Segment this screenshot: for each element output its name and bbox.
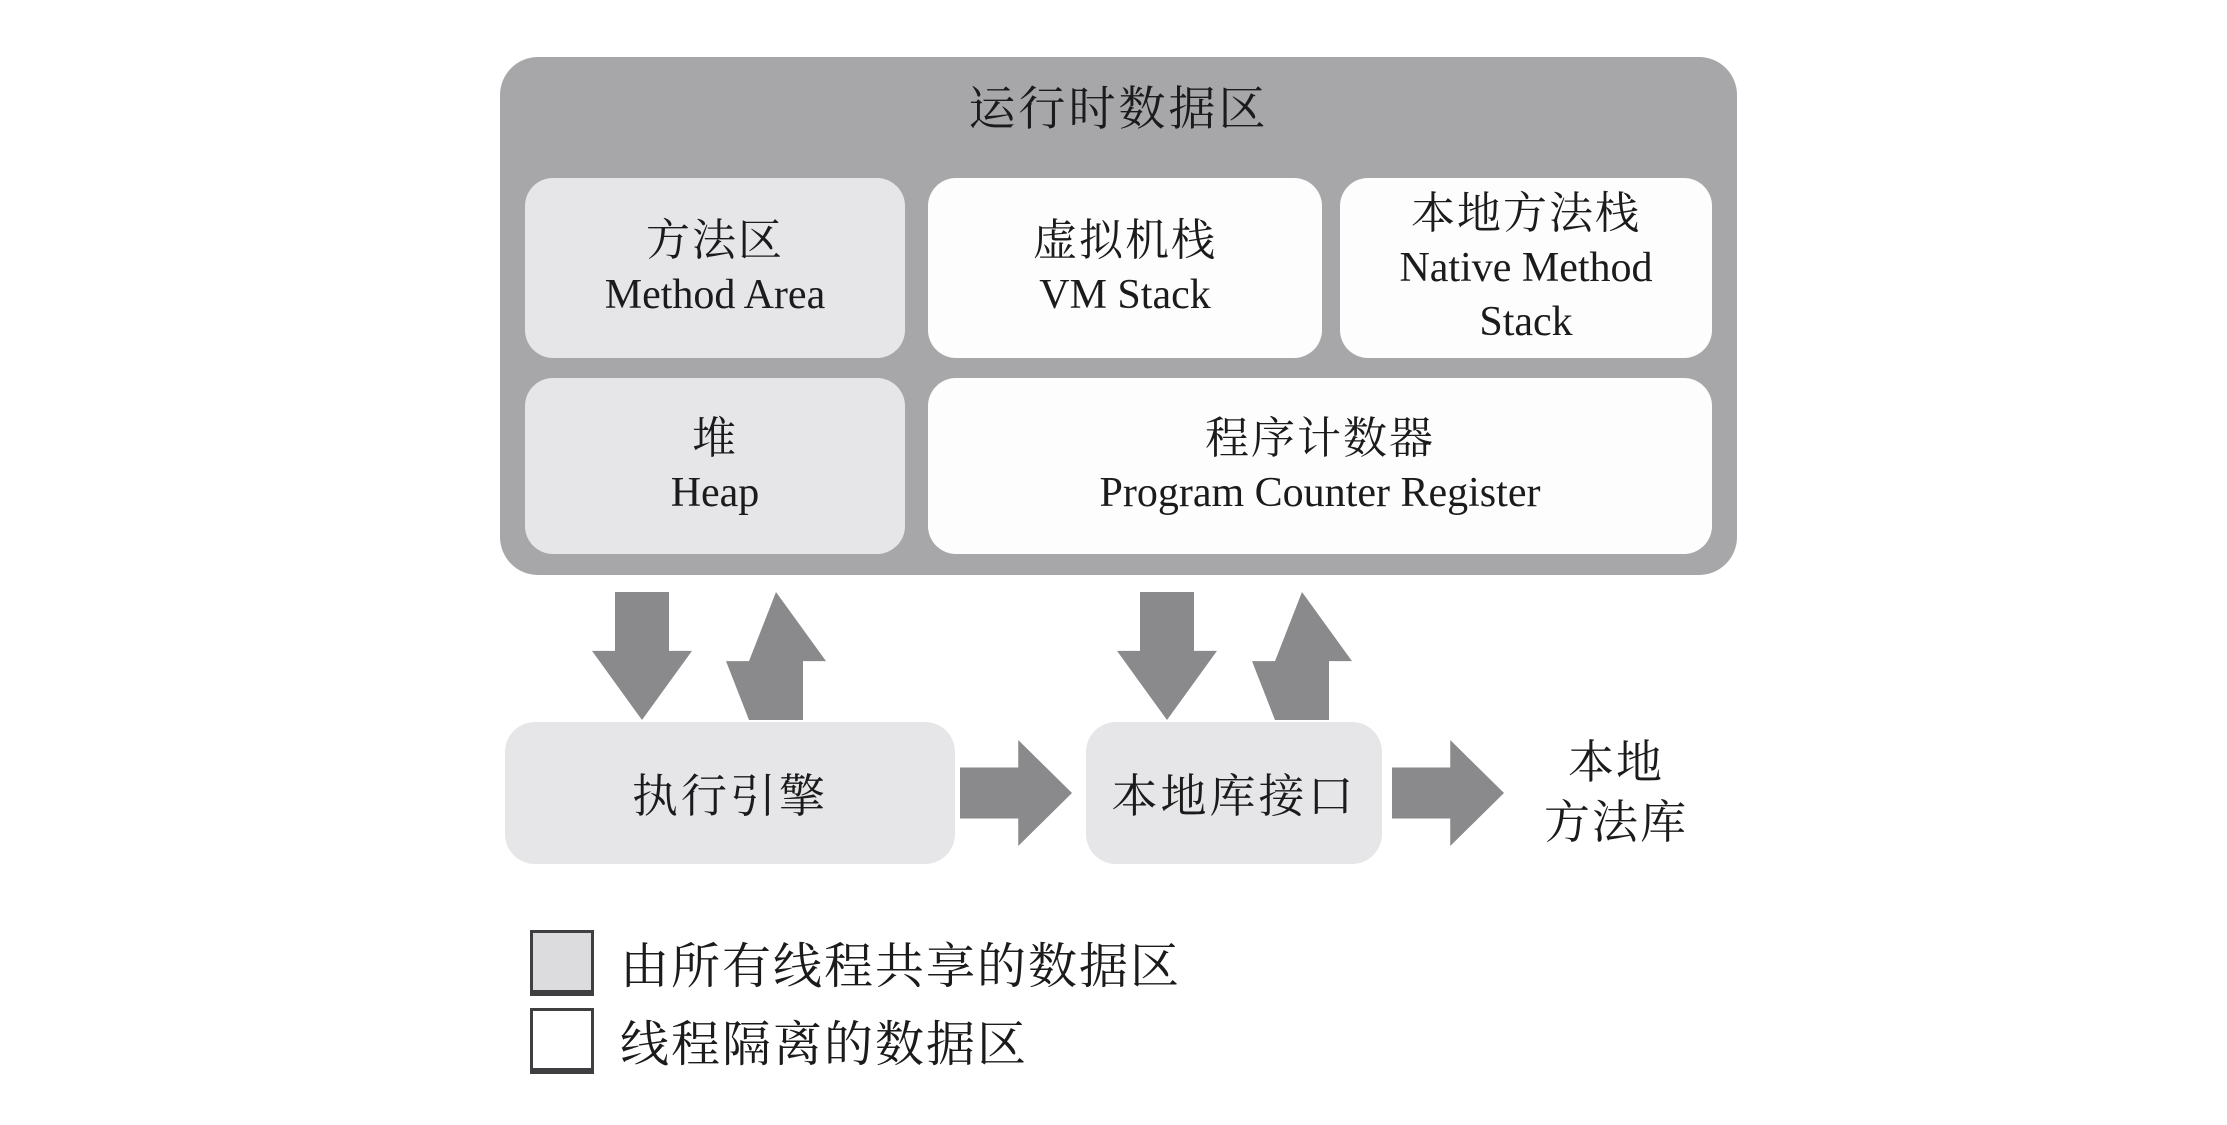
program-counter-label-en: Program Counter Register	[1099, 470, 1541, 517]
native-interface-box	[1086, 722, 1382, 864]
native-method-stack-label-en: Native Method Stack	[1399, 245, 1653, 346]
arrow-up-icon	[1252, 592, 1352, 720]
arrow-up-icon	[726, 592, 826, 720]
native-method-stack-box	[1340, 178, 1712, 358]
legend-swatch-isolated	[530, 1008, 594, 1074]
legend-swatch-shared	[530, 930, 594, 996]
native-method-library-label	[1516, 722, 1716, 864]
arrow-down-icon	[1117, 592, 1217, 720]
method-area-label-zh: 方法区	[646, 215, 784, 265]
arrow-down-icon	[592, 592, 692, 720]
legend-item-shared	[530, 928, 1181, 998]
execution-engine-label: 执行引擎	[632, 771, 828, 822]
method-area-box	[525, 178, 905, 358]
execution-engine-box	[505, 722, 955, 864]
vm-stack-label-zh: 虚拟机栈	[1033, 215, 1217, 265]
runtime-data-area-container	[500, 57, 1737, 575]
heap-label-en: Heap	[670, 470, 760, 517]
legend-item-isolated	[530, 1006, 1181, 1076]
heap-box	[525, 378, 905, 554]
method-area-label-en: Method Area	[604, 272, 826, 319]
arrow-right-icon	[960, 740, 1072, 846]
native-interface-label: 本地库接口	[1111, 771, 1357, 822]
program-counter-label-zh: 程序计数器	[1205, 413, 1435, 463]
runtime-data-area-title: 运行时数据区	[968, 84, 1269, 136]
arrow-right-icon	[1392, 740, 1504, 846]
vm-stack-label-en: VM Stack	[1039, 272, 1211, 319]
program-counter-box	[928, 378, 1712, 554]
native-method-library-line2: 方法库	[1544, 797, 1688, 848]
legend	[530, 928, 1181, 1076]
native-method-library-line1: 本地	[1568, 737, 1664, 789]
legend-label-shared: 由所有线程共享的数据区	[620, 939, 1182, 994]
native-method-stack-label-zh: 本地方法栈	[1411, 189, 1641, 239]
heap-label-zh: 堆	[692, 413, 738, 463]
vm-stack-box	[928, 178, 1322, 358]
legend-label-isolated: 线程隔离的数据区	[620, 1017, 1029, 1072]
